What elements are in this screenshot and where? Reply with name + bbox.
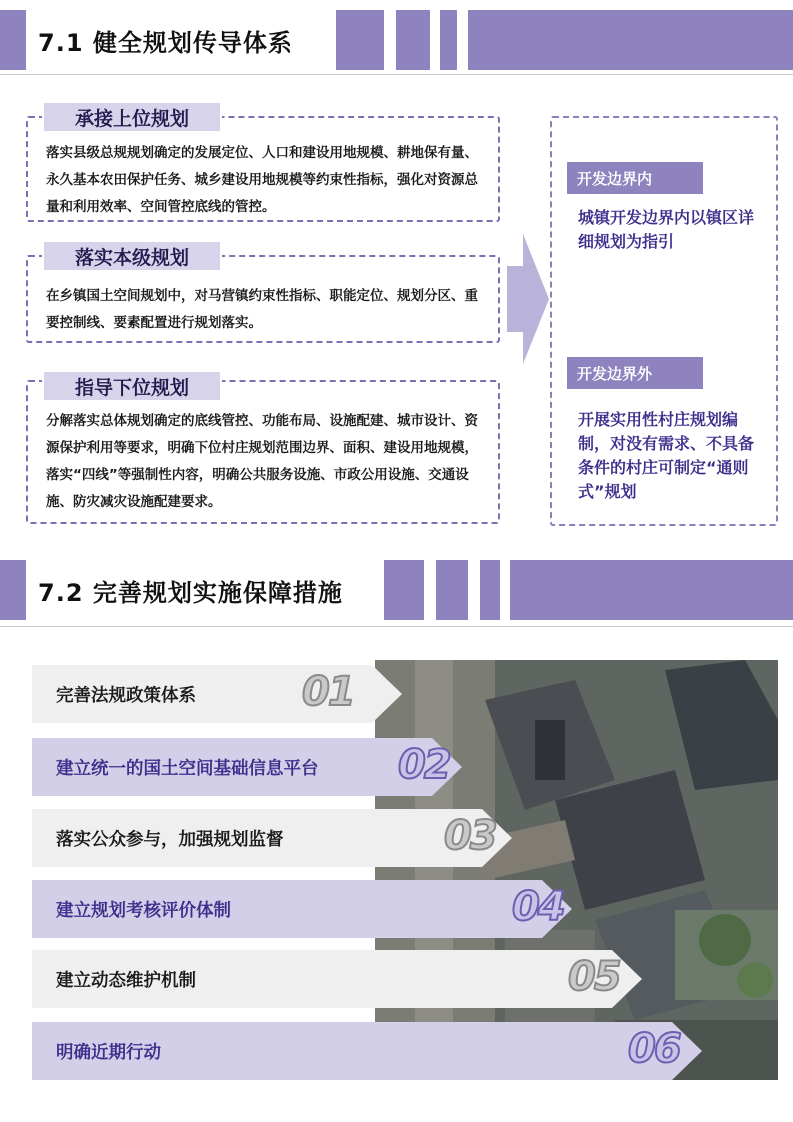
outside-boundary-text: 开展实用性村庄规划编制，对没有需求、不具备条件的村庄可制定“通则式”规划 [578, 410, 755, 501]
section-7-2-divider [0, 626, 793, 627]
section-7-2-title: 7.2 完善规划实施保障措施 [38, 578, 343, 607]
right-arrow-icon [507, 234, 549, 364]
box-lower-plan-text: 分解落实总体规划确定的底线管控、功能布局、设施配建、城市设计、资源保护利用等要求，明确下位村庄规划范围边界、面积、建设用地规模，落实“四线”等强制性内容，明确公共服务设施、市政公用设施、交通设施、防灾减灾设施配建要求。 [46, 413, 478, 510]
aerial-photo [375, 660, 778, 1080]
box-local-plan-text: 在乡镇国土空间规划中，对马营镇约束性指标、职能定位、规划分区、重要控制线、要素配置进行规划落实。 [46, 288, 478, 331]
measure-label-04: 建立规划考核评价体制 [56, 900, 231, 921]
header-bar-block-2 [396, 10, 430, 70]
box-superior-plan-text: 落实县级总规规划确定的发展定位、人口和建设用地规模、耕地保有量、永久基本农田保护任务、城乡建设用地规模等约束性指标，强化对资源总量和利用效率、空间管控底线的管控。 [46, 145, 478, 215]
measure-label-01: 完善法规政策体系 [56, 685, 196, 706]
measure-number-06: 06 [628, 1026, 680, 1072]
tag-local-plan: 落实本级规划 [42, 240, 222, 272]
measure-item-04 [32, 880, 572, 938]
tag-inside-boundary: 开发边界内 [567, 162, 703, 194]
measure-number-04: 04 [512, 884, 564, 930]
measure-label-03: 落实公众参与，加强规划监督 [56, 829, 284, 850]
measure-label-02: 建立统一的国土空间基础信息平台 [56, 758, 319, 779]
header-bar-left [0, 10, 26, 70]
measure-item-06 [32, 1022, 702, 1080]
header2-bar-block-2 [436, 560, 468, 620]
measure-item-02 [32, 738, 462, 796]
measure-number-05: 05 [568, 954, 620, 1000]
measure-number-01: 01 [302, 669, 354, 715]
tag-superior-plan: 承接上位规划 [42, 101, 222, 133]
measure-item-03 [32, 809, 512, 867]
section-7-1-divider [0, 74, 793, 75]
header2-bar-left [0, 560, 26, 620]
tag-outside-boundary: 开发边界外 [567, 357, 703, 389]
section-7-2-header [0, 560, 793, 620]
header2-bar-block-4 [510, 560, 793, 620]
section-7-1-title-box [26, 10, 336, 70]
measure-item-05 [32, 950, 642, 1008]
section-7-2-title-box [26, 560, 384, 620]
inside-boundary-text: 城镇开发边界内以镇区详细规划为指引 [578, 208, 755, 251]
header2-bar-block-1 [384, 560, 424, 620]
tag-lower-plan: 指导下位规划 [42, 370, 222, 402]
measure-item-01 [32, 665, 402, 723]
header-bar-block-4 [468, 10, 793, 70]
measure-number-02: 02 [398, 742, 450, 788]
measure-label-05: 建立动态维护机制 [56, 970, 196, 991]
section-7-1-title: 7.1 健全规划传导体系 [38, 28, 293, 57]
header2-bar-block-3 [480, 560, 500, 620]
measure-number-03: 03 [444, 813, 496, 859]
section-7-1-header [0, 10, 793, 70]
measure-label-06: 明确近期行动 [56, 1042, 161, 1063]
header-bar-block-3 [440, 10, 457, 70]
header-bar-block-1 [336, 10, 384, 70]
